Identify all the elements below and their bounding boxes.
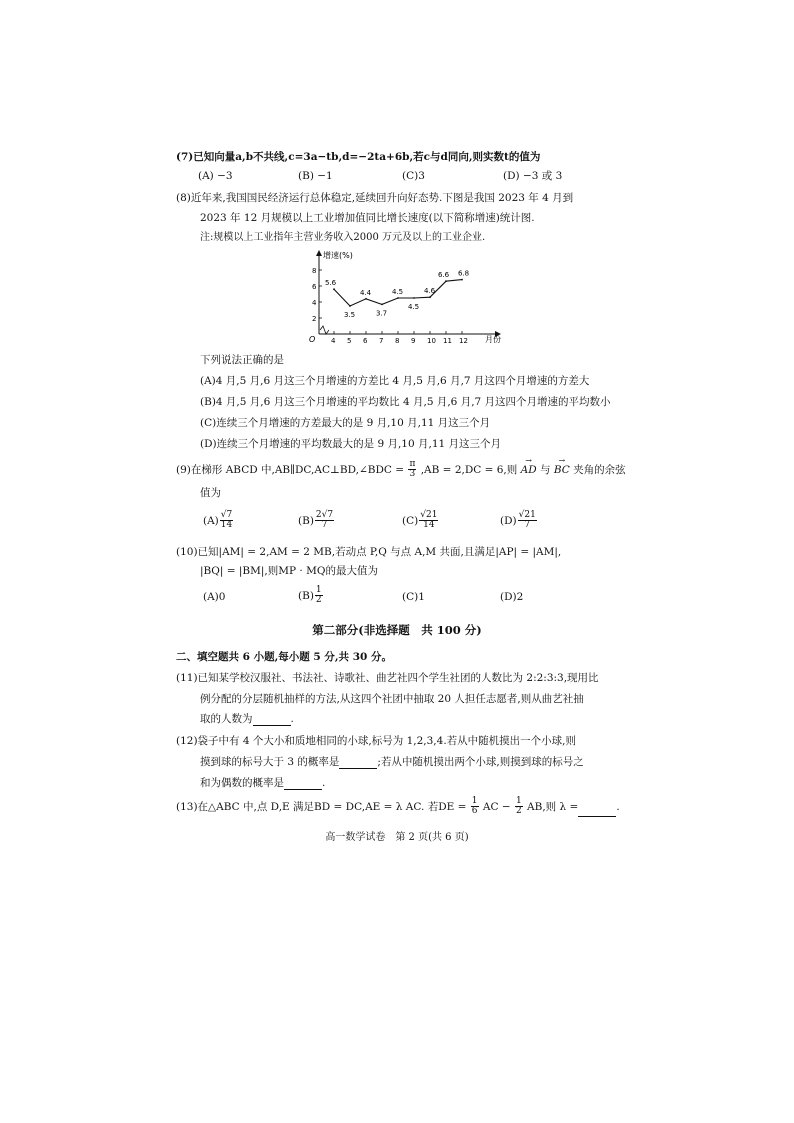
y-tick-label-2: 2 [312,315,317,323]
q13-fraction-1: $\frac{1}{6}$ [471,796,478,817]
q8-option-b: (B)4 月,5 月,6 月这三个月增速的平均数比 4 月,5 月,6 月,7 月这四个月增速的平均数小 [200,396,611,408]
y-tick-label-8: 8 [312,267,317,275]
chart-origin: O [309,335,316,344]
q10-option-a: (A)0 [203,591,226,603]
data-label-7: 3.7 [376,309,388,318]
data-label-11: 6.6 [438,271,450,280]
y-tick-label-6: 6 [312,283,317,291]
q9-stem-pre: (9)在梯形 ABCD 中,AB∥DC,AC⊥BD,∠BDC = [176,463,405,476]
data-label-4: 5.6 [325,279,337,288]
data-point-6 [365,298,367,300]
section-fill-blank: 二、填空题共 6 小题,每小题 5 分,共 30 分。 [176,651,392,663]
part2-title: 第二部分(非选择题 共 100 分) [312,623,482,637]
q9-stem [176,460,626,480]
data-label-6: 4.4 [360,288,372,297]
q10-option-c: (C)1 [402,591,425,603]
q8-option-d: (D)连续三个月增速的平均数最大的是 9 月,10 月,11 月这三个月 [200,438,502,450]
data-label-5: 3.5 [344,311,356,319]
q12-line1: (12)袋子中有 4 个大小和质地相同的小球,标号为 1,2,3,4.若从中随机摸出一个小球,则 [176,735,576,747]
q8-option-a: (A)4 月,5 月,6 月这三个月增速的方差比 4 月,5 月,6 月,7 月这四个月增速的方差大 [200,375,590,387]
q10-line2: |BQ| = |BM|,则MP · MQ的最大值为 [200,565,378,577]
q8-stem-line1: (8)近年来,我国国民经济运行总体稳定,延续回升向好态势.下图是我国 2023 年 4 月到 [176,192,574,204]
data-point-12 [461,279,463,281]
q13-stem: (13)在△ABC 中,点 D,E 满足BD = DC,AE = λ AC. 若DE = $\frac{1}{6}$ AC − $\frac{1}{2}$ AB,则 λ = . [176,796,620,817]
y-axis-arrow [316,250,322,256]
q13-fraction-2: $\frac{1}{2}$ [515,796,522,817]
data-label-12: 6.8 [458,269,470,278]
q11-line2: 例分配的分层随机抽样的方法,从这四个社团中抽取 20 人担任志愿者,则从曲艺社抽 [200,693,584,705]
q9-option-b: (B) $\frac{2√7}{7}$ [298,510,334,531]
axis-break [320,326,329,334]
q12-answer-blank-2[interactable] [284,779,322,790]
q10-line1: (10)已知|AM| = 2,AM = 2 MB,若动点 P,Q 与点 A,M 共面,且满足|AP| = |AM|, [176,546,562,558]
q7-option-a: (A) −3 [198,170,233,182]
q9-option-a: (A) $\frac{√7}{14}$ [203,510,233,531]
chart-xlabel: 月份 [485,335,501,344]
x-tick-label-9: 9 [411,337,416,345]
data-point-10 [429,296,431,298]
data-label-8: 4.5 [392,288,404,296]
q9-option-d: (D) $\frac{√21}{7}$ [500,510,536,531]
x-tick-label-4: 4 [331,337,336,345]
q9-stem-end: 夹角的余弦 [573,463,626,476]
y-tick-label-4: 4 [312,299,317,307]
q13-answer-blank[interactable] [578,806,616,817]
q8-option-c: (C)连续三个月增速的方差最大的是 9 月,10 月,11 月这三个月 [200,417,491,429]
q11-answer-blank[interactable] [253,715,291,726]
q7-option-b: (B) −1 [298,170,333,182]
chart-labels [325,270,469,319]
x-tick-label-6: 6 [363,337,368,345]
q10-option-d: (D)2 [500,591,524,603]
q8-note: 注:规模以上工业指年主营业务收入2000 万元及以上的工业企业. [200,232,486,243]
x-tick-label-12: 12 [459,337,468,345]
x-tick-label-7: 7 [379,337,384,345]
q12-answer-blank-1[interactable] [339,758,377,769]
chart-axes [316,250,501,337]
q10-option-b: (B) $\frac{1}{2}$ [298,585,322,606]
growth-chart [305,246,555,346]
q9-stem-line2: 值为 [200,487,221,499]
q7-option-d: (D) −3 或 3 [503,170,563,182]
q12-line2: 摸到球的标号大于 3 的概率是 ;若从中随机摸出两个小球,则摸到球的标号之 [200,756,584,768]
q9-stem-mid: ,AB = 2,DC = 6,则 [420,463,518,476]
q11-line3: 取的人数为 . [200,713,294,725]
x-tick-label-8: 8 [395,337,400,345]
data-point-4 [333,288,335,290]
data-point-5 [349,305,351,307]
chart-ylabel: 增速(%) [323,251,353,260]
q9-angle-fraction: $\frac{\pi}{3}$ [409,459,416,480]
data-point-8 [397,297,399,299]
data-label-9: 4.5 [408,303,420,311]
q8-prompt: 下列说法正确的是 [200,354,284,366]
q9-vec-ad: → AD [521,464,537,477]
data-point-7 [381,304,383,306]
data-point-9 [413,297,415,299]
q9-vec-bc: → BC [554,464,570,477]
q11-line1: (11)已知某学校汉服社、书法社、诗歌社、曲艺社四个学生社团的人数比为 2:2:3:3,现用比 [176,672,599,684]
q7-option-c: (C)3 [402,170,425,182]
x-tick-label-5: 5 [347,337,352,345]
q9-option-c: (C) $\frac{√21}{14}$ [402,510,438,531]
q7-stem: (7)已知向量a,b不共线,c=3a−tb,d=−2ta+6b,若c与d同向,则实数t的值为 [176,151,541,163]
x-tick-label-10: 10 [427,337,436,345]
data-label-10: 4.6 [424,287,436,296]
data-point-11 [445,280,447,282]
q8-stem-line2: 2023 年 12 月规模以上工业增加值同比增长速度(以下简称增速)统计图. [200,212,535,224]
q12-line3: 和为偶数的概率是 . [200,777,326,789]
q9-with: 与 [539,463,551,476]
page-footer: 高一数学试卷 第 2 页(共 6 页) [325,832,469,843]
x-tick-label-11: 11 [443,337,452,345]
